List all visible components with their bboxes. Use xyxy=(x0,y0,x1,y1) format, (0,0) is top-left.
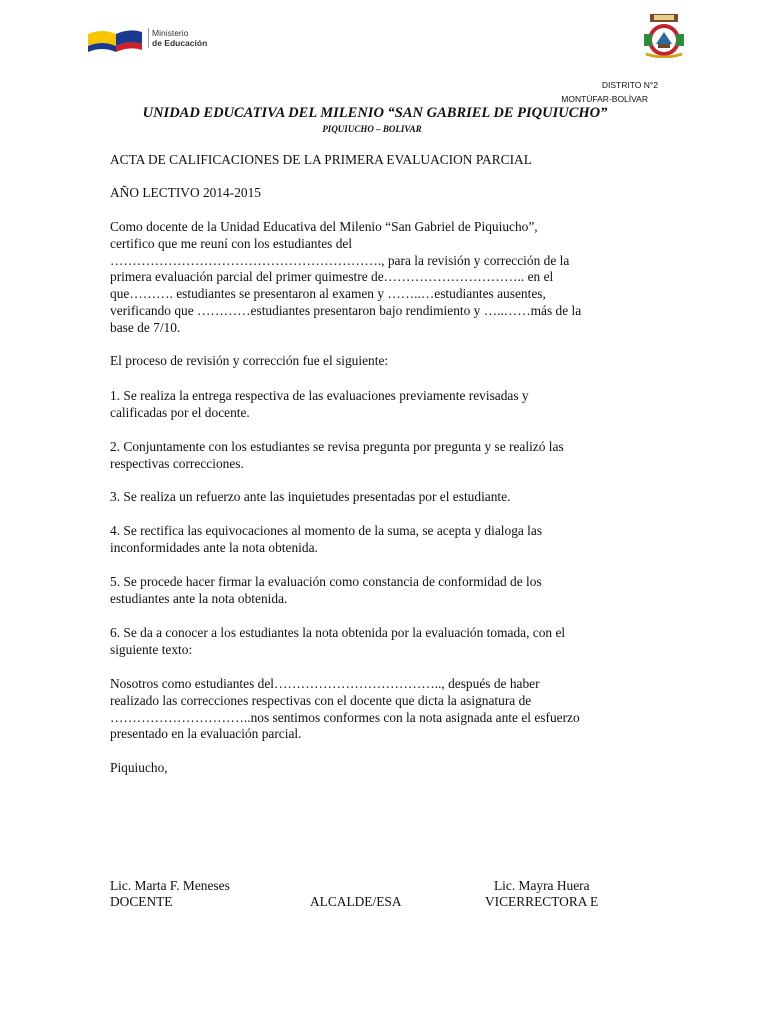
teacher-name: Lic. Marta F. Meneses xyxy=(110,878,230,893)
municipal-seal-icon xyxy=(640,14,688,58)
step-line: 3. Se realiza un refuerzo ante las inquietudes presentadas por el estudiante. xyxy=(110,489,511,504)
school-name-text: UNIDAD EDUCATIVA DEL MILENIO “SAN GABRIEL DE PIQUIUCHO” xyxy=(142,105,608,121)
intro-line: ……………………………………………………., para la revisión y corrección de la xyxy=(110,252,570,268)
canton-label: MONTÚFAR-BOLÍVAR xyxy=(561,94,648,104)
teacher-role: DOCENTE xyxy=(110,894,173,909)
step-5 xyxy=(110,574,658,608)
intro-line: primera evaluación parcial del primer quimestre de………………………….. en el xyxy=(110,269,554,285)
intro-paragraph xyxy=(110,219,658,337)
vice-name: Lic. Mayra Huera xyxy=(494,878,590,893)
process-intro: El proceso de revisión y corrección fue el siguiente: xyxy=(110,353,389,368)
step-line: 4. Se rectifica las equivocaciones al momento de la suma, se acepta y dialoga las xyxy=(110,523,543,538)
step-4 xyxy=(110,523,658,557)
intro-line: verificando que …………estudiantes presentaron bajo rendimiento y …..……más de la xyxy=(110,302,582,318)
step-line: respectivas correcciones. xyxy=(110,455,244,471)
step-line: 1. Se realiza la entrega respectiva de las evaluaciones previamente revisadas y xyxy=(110,388,529,403)
location-text: PIQUIUCHO – BOLIVAR xyxy=(322,124,422,134)
statement-line: Nosotros como estudiantes del……………………………….., después de haber xyxy=(110,676,540,691)
mayor-role: ALCALDE/ESA xyxy=(310,894,402,909)
step-line: estudiantes ante la nota obtenida. xyxy=(110,590,288,606)
school-year: AÑO LECTIVO 2014-2015 xyxy=(110,185,261,200)
step-1 xyxy=(110,388,658,422)
intro-line: base de 7/10. xyxy=(110,319,181,335)
step-6 xyxy=(110,625,658,659)
place-date: Piquiucho, xyxy=(110,760,168,775)
ecuador-flag-icon xyxy=(86,26,144,60)
statement-line: presentado en la evaluación parcial. xyxy=(110,726,302,742)
step-line: inconformidades ante la nota obtenida. xyxy=(110,539,318,555)
logo-line1: Ministerio xyxy=(152,28,189,38)
student-statement xyxy=(110,676,658,743)
vice-role: VICERRECTORA E xyxy=(485,894,599,909)
ministry-logo xyxy=(86,26,226,60)
statement-line: realizado las correcciones respectivas con el docente que dicta la asignatura de xyxy=(110,692,532,708)
statement-line: …………………………..nos sentimos conformes con la nota asignada ante el esfuerzo xyxy=(110,709,580,725)
location-label xyxy=(0,124,768,134)
logo-line2: de Educación xyxy=(152,38,208,48)
intro-line: Como docente de la Unidad Educativa del Milenio “San Gabriel de Piquiucho”, xyxy=(110,219,538,234)
step-line: 6. Se da a conocer a los estudiantes la nota obtenida por la evaluación tomada, con el xyxy=(110,625,566,640)
step-line: 5. Se procede hacer firmar la evaluación como constancia de conformidad de los xyxy=(110,574,542,589)
step-line: calificadas por el docente. xyxy=(110,404,250,420)
distrito-label: DISTRITO N°2 xyxy=(601,80,658,90)
step-3 xyxy=(110,489,658,506)
document-title: ACTA DE CALIFICACIONES DE LA PRIMERA EVALUACION PARCIAL xyxy=(110,152,532,167)
intro-line: que………. estudiantes se presentaron al examen y ……..…estudiantes ausentes, xyxy=(110,286,546,302)
step-line: 2. Conjuntamente con los estudiantes se revisa pregunta por pregunta y se realizó las xyxy=(110,439,564,454)
step-line: siguiente texto: xyxy=(110,641,193,657)
intro-line: certifico que me reuní con los estudiantes del xyxy=(110,235,353,251)
school-name xyxy=(0,105,768,122)
step-2 xyxy=(110,439,658,473)
